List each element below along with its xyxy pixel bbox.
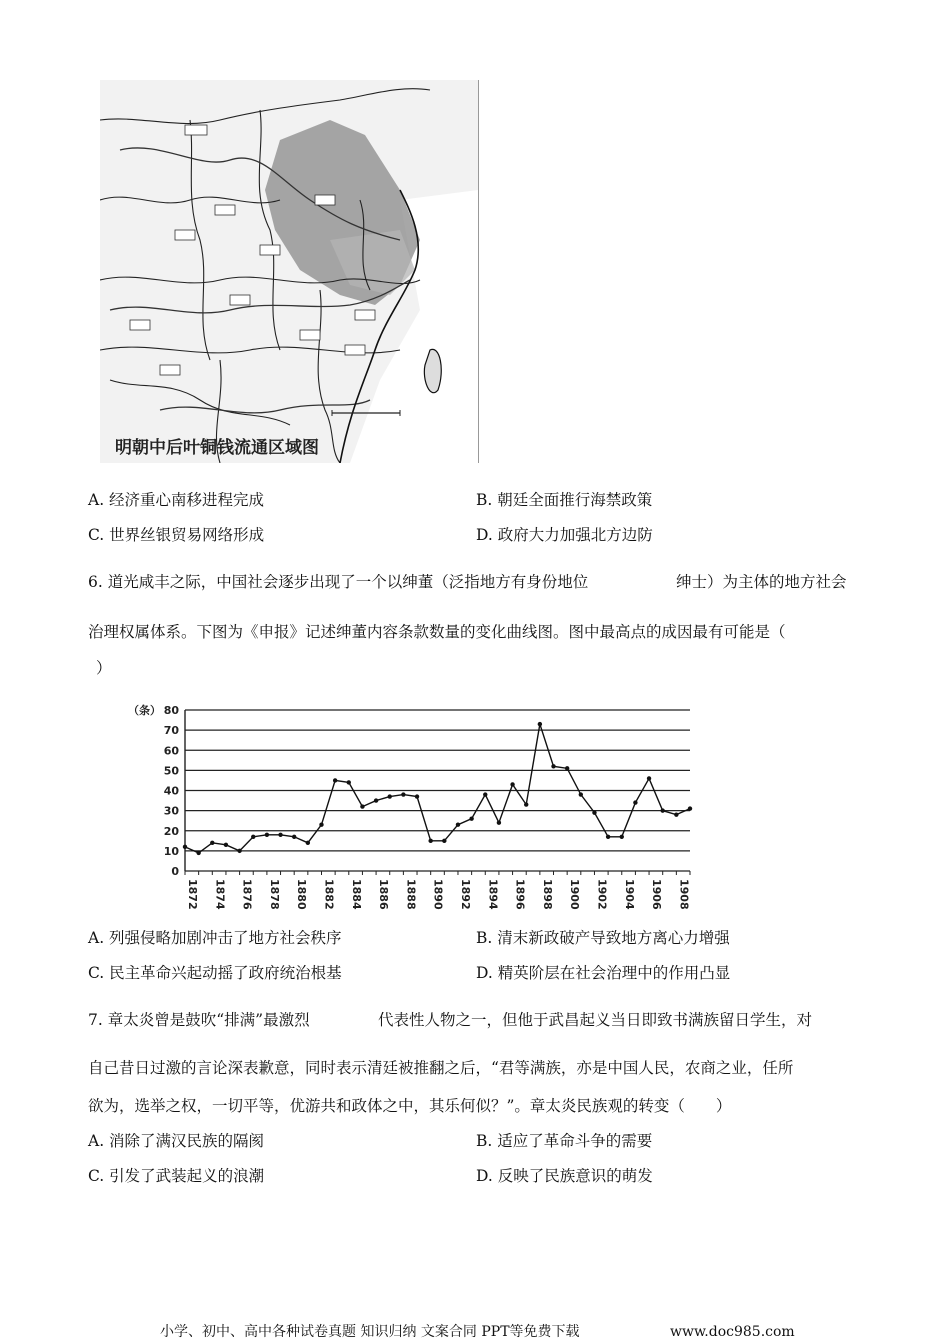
map-drawing: [100, 80, 478, 463]
x-tick-label: 1886: [377, 879, 391, 910]
data-point: [415, 794, 419, 798]
x-tick-label: 1888: [404, 879, 418, 910]
data-point: [524, 802, 528, 806]
x-tick-label: 1876: [240, 879, 254, 910]
data-point: [347, 780, 351, 784]
data-point: [278, 833, 282, 837]
q7-option-d: D. 反映了民族意识的萌发: [476, 1167, 653, 1185]
data-point: [292, 835, 296, 839]
q7-option-c: C. 引发了武装起义的浪潮: [88, 1167, 265, 1185]
q6-option-d: D. 精英阶层在社会治理中的作用凸显: [476, 964, 731, 982]
data-point: [237, 849, 241, 853]
map-caption: 明朝中后叶铜钱流通区域图: [115, 438, 319, 458]
x-tick-label: 1872: [186, 879, 199, 910]
data-point: [224, 843, 228, 847]
ming-copper-coin-map: [100, 80, 479, 463]
q7-stem-line3: 欲为，选举之权，一切平等，优游共和政体之中，其乐何似？”。章太炎民族观的转变（ ）: [88, 1097, 732, 1115]
y-tick-label: 70: [163, 724, 179, 738]
x-tick-label: 1882: [322, 879, 336, 910]
y-tick-label: 10: [163, 844, 179, 858]
q5-option-b: B. 朝廷全面推行海禁政策: [476, 491, 653, 509]
data-point: [579, 792, 583, 796]
data-point: [688, 806, 692, 810]
data-point: [442, 839, 446, 843]
y-tick-label: 60: [163, 744, 179, 758]
data-point: [456, 823, 460, 827]
x-tick-label: 1904: [622, 879, 636, 910]
q6-option-a: A. 列强侵略加剧冲击了地方社会秩序: [88, 929, 342, 947]
x-tick-label: 1874: [213, 879, 227, 910]
data-point: [620, 835, 624, 839]
q7-stem-line2: 自己昔日过激的言论深表歉意，同时表示清廷被推翻之后，“君等满族，亦是中国人民，农商之业，任所: [88, 1059, 794, 1077]
data-point: [265, 833, 269, 837]
y-tick-label: 80: [163, 704, 179, 717]
data-point: [551, 764, 555, 768]
data-point: [319, 823, 323, 827]
q6-stem-line1a: 6. 道光咸丰之际，中国社会逐步出现了一个以绅董（泛指地方有身份地位: [88, 573, 589, 591]
data-point: [674, 812, 678, 816]
q7-option-b: B. 适应了革命斗争的需要: [476, 1132, 653, 1150]
q6-option-c: C. 民主革命兴起动摇了政府统治根基: [88, 964, 342, 982]
x-tick-label: 1906: [650, 879, 664, 910]
q7-option-a: A. 消除了满汉民族的隔阂: [88, 1132, 265, 1150]
data-point: [510, 782, 514, 786]
x-tick-label: 1908: [677, 879, 691, 910]
x-tick-label: 1894: [486, 879, 500, 910]
y-tick-label: 50: [163, 764, 179, 778]
x-tick-label: 1890: [431, 879, 445, 910]
footer-text: 小学、初中、高中各种试卷真题 知识归纳 文案合同 PPT等免费下载: [160, 1324, 580, 1340]
q7-stem-line1b: 代表性人物之一，但他于武昌起义当日即致书满族留日学生，对: [378, 1011, 813, 1029]
q6-stem-line1b: 绅士）为主体的地方社会: [676, 573, 847, 591]
data-point: [592, 810, 596, 814]
x-tick-label: 1880: [295, 879, 309, 910]
data-point: [210, 841, 214, 845]
q6-stem-line2: 治理权属体系。下图为《申报》记述绅董内容条款数量的变化曲线图。图中最高点的成因最有可能是（: [88, 623, 786, 641]
data-point: [483, 792, 487, 796]
q5-option-a: A. 经济重心南移进程完成: [88, 491, 265, 509]
data-point: [388, 794, 392, 798]
data-point: [565, 766, 569, 770]
data-point: [306, 841, 310, 845]
chart-svg: [120, 700, 700, 910]
footer-url[interactable]: www.doc985.com: [670, 1324, 795, 1340]
data-point: [647, 776, 651, 780]
data-point: [360, 804, 364, 808]
y-tick-label: 40: [163, 784, 179, 798]
data-point: [661, 808, 665, 812]
data-point: [497, 821, 501, 825]
data-point: [374, 798, 378, 802]
data-point: [538, 722, 542, 726]
x-tick-label: 1884: [349, 879, 363, 910]
q7-stem-line1a: 7. 章太炎曾是鼓吹“排满”最激烈: [88, 1011, 310, 1029]
data-point: [606, 835, 610, 839]
x-tick-label: 1896: [513, 879, 527, 910]
data-point: [196, 851, 200, 855]
y-tick-label: 0: [171, 865, 179, 878]
q6-stem-line3: ）: [96, 659, 112, 677]
data-point: [428, 839, 432, 843]
q5-option-d: D. 政府大力加强北方边防: [476, 526, 653, 544]
x-tick-label: 1898: [540, 879, 554, 910]
q6-option-b: B. 清末新政破产导致地方离心力增强: [476, 929, 730, 947]
data-point: [469, 816, 473, 820]
data-point: [251, 835, 255, 839]
q5-option-c: C. 世界丝银贸易网络形成: [88, 526, 265, 544]
data-point: [183, 845, 187, 849]
series-line: [185, 724, 690, 853]
data-point: [401, 792, 405, 796]
x-tick-label: 1902: [595, 879, 609, 910]
data-point: [333, 778, 337, 782]
x-tick-label: 1892: [458, 879, 472, 910]
data-point: [633, 800, 637, 804]
y-axis-label: （条）: [128, 704, 161, 717]
x-tick-label: 1878: [267, 879, 281, 910]
y-tick-label: 20: [163, 824, 179, 838]
y-tick-label: 30: [163, 804, 179, 818]
x-tick-label: 1900: [568, 879, 582, 910]
shendong-line-chart: [120, 700, 700, 910]
